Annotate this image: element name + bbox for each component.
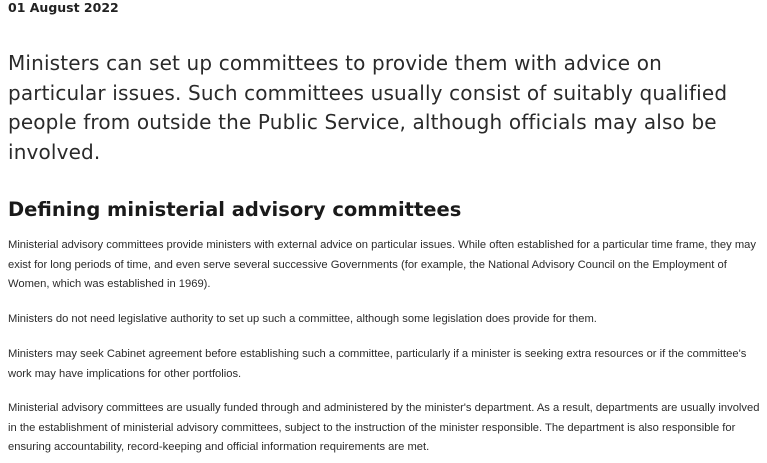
article [8,0,760,454]
body-paragraph: Ministerial advisory committees are usually funded through and administered by the minister's department. As a result, departments are usually involved in the establishment of ministerial advisory committees, subject to the instruction of the minister responsible. The department is also responsible for ensuring accountability, record-keeping and official information requirements are met. [8,402,760,454]
body-paragraph: Ministers do not need legislative authority to set up such a committee, although some legislation does provide for them. [8,313,597,325]
section-heading: Defining ministerial advisory committees [8,198,462,221]
body-paragraph: Ministers may seek Cabinet agreement before establishing such a committee, particularly if a minister is seeking extra resources or if the committee's work may have implications for other portfolios. [8,348,747,380]
body-paragraph: Ministerial advisory committees provide ministers with external advice on particular issues. While often established for a particular time frame, they may exist for long periods of time, and even serve several successive Governments (for example, the National Advisory Council on the Employment of Women, which was established in 1969). [8,239,756,291]
publish-date: 01 August 2022 [8,0,119,15]
lead-paragraph: Ministers can set up committees to provide them with advice on particular issues. Such committees usually consist of suitably qualified people from outside the Public Service, although officials may also be involved. [8,51,728,164]
